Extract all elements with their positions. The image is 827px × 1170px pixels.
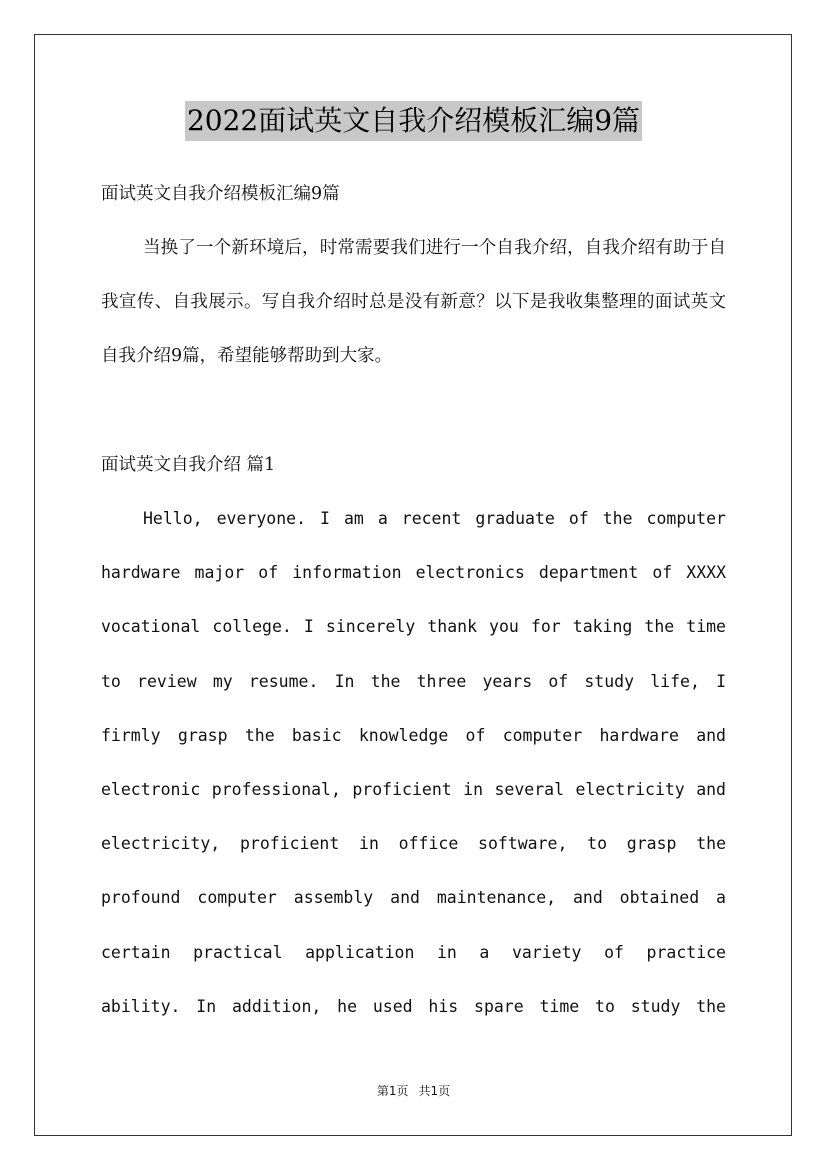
section-heading: 面试英文自我介绍 篇1 xyxy=(101,455,276,475)
page-footer xyxy=(0,1082,827,1099)
page-number: 第1页 xyxy=(376,1084,409,1098)
document-title: 2022面试英文自我介绍模板汇编9篇 xyxy=(185,101,642,141)
intro-paragraph: 当换了一个新环境后，时常需要我们进行一个自我介绍，自我介绍有助于自我宣传、自我展示。写自我介绍时总是没有新意？以下是我收集整理的面试英文自我介绍9篇，希望能够帮助到大家。 xyxy=(101,238,726,367)
body-paragraph: Hello, everyone. I am a recent graduate of the computer hardware major of information electronics department of XXXX vocational college. I sincerely thank you for taking the time to review my resume. In the three years of study life, I firmly grasp the basic knowledge of computer hardware and electronic professional, proficient in several electricity and electricity, proficient in office software, to grasp the profound computer assembly and maintenance, and obtained a certain practical application in a variety of practice ability. In addition, he used his spare time to study the xyxy=(101,509,726,1016)
page-total: 共1页 xyxy=(418,1084,451,1098)
body-paragraph-block xyxy=(101,492,726,1034)
intro-paragraph-block xyxy=(101,221,726,384)
document-subtitle: 面试英文自我介绍模板汇编9篇 xyxy=(101,184,340,204)
title-container xyxy=(0,101,827,141)
